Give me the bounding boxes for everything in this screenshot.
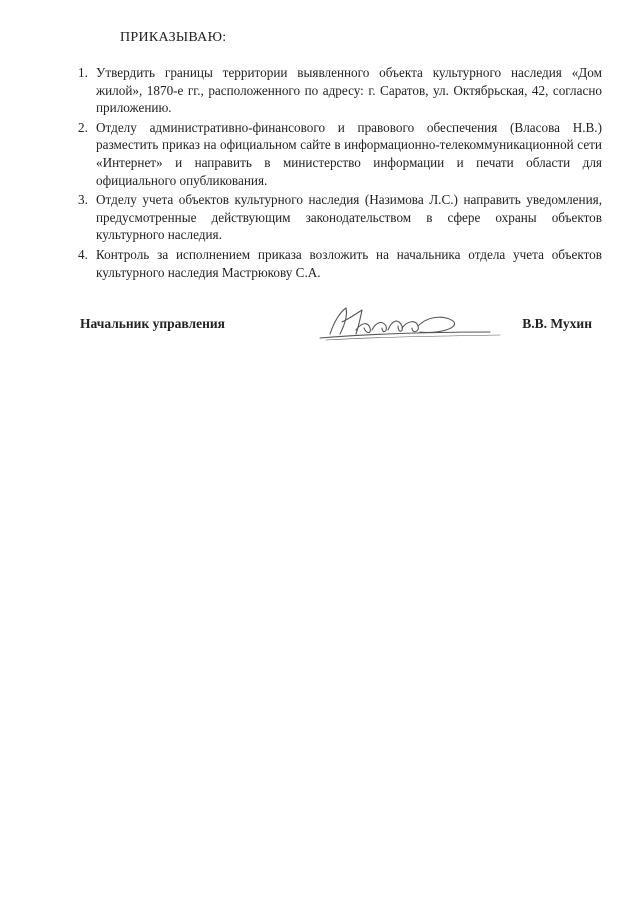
order-item-number: 1. [78, 65, 88, 80]
order-heading: ПРИКАЗЫВАЮ: [120, 30, 227, 45]
order-item [72, 191, 602, 244]
order-list [72, 64, 602, 283]
order-item-number: 3. [78, 192, 88, 208]
order-item-text: Отделу административно-финансового и правового обеспечения (Власова Н.В.) разместить приказ на официальном сайте в информационно-телекоммуникационной сети «Интернет» и направить в министерство информации и печати области для официального опубликования. [96, 119, 602, 188]
order-item-text: Отделу учета объектов культурного наследия (Назимова Л.С.) направить уведомления, предусмотренные действующим законодательством в сфере охраны объектов культурного наследия. [96, 192, 602, 243]
order-item [72, 119, 602, 189]
order-item-text: Контроль за исполнением приказа возложить на начальника отдела учета объектов культурного наследия Мастрюкову С.А. [96, 246, 602, 280]
signer-title: Начальник управления [80, 316, 225, 331]
order-item [72, 64, 602, 117]
signer-name: В.В. Мухин [522, 316, 592, 331]
order-item-number: 4. [78, 246, 88, 262]
order-item [72, 246, 602, 281]
order-item-text: Утвердить границы территории выявленного объекта культурного наследия «Дом жилой», 1870-е гг., расположенного по адресу: г. Саратов, ул. Октябрьская, 42, согласно приложению. [96, 65, 602, 116]
handwritten-signature [290, 304, 510, 344]
signature-block [80, 304, 592, 344]
order-item-number: 2. [78, 119, 88, 135]
